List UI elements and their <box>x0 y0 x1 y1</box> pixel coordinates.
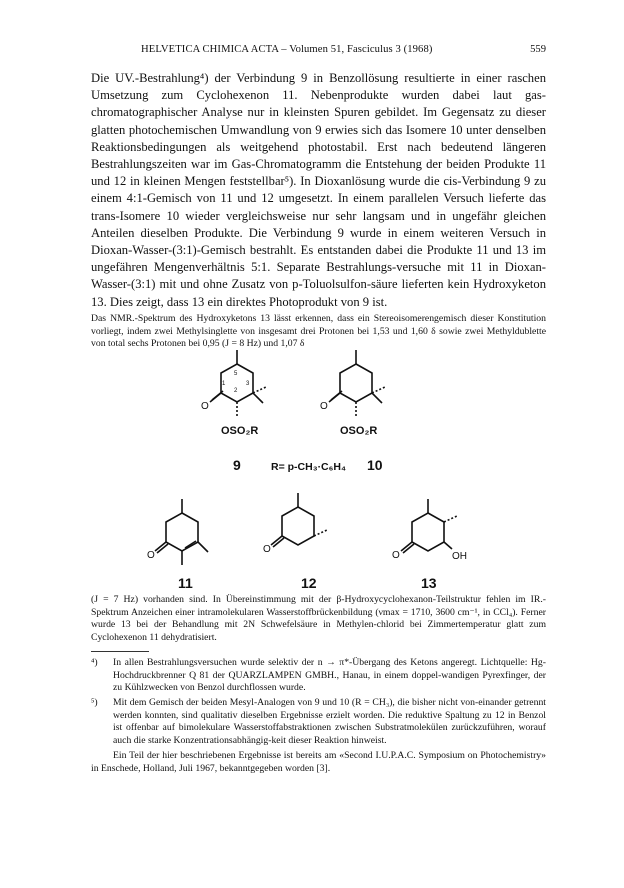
carbonyl-o-label: O <box>201 401 209 412</box>
carbonyl-o-label: O <box>147 550 155 561</box>
journal-title: HELVETICA CHIMICA ACTA – Volumen 51, Fasciculus 3 (1968) <box>141 44 433 55</box>
footnote-5 <box>91 697 546 747</box>
oso2r-label: OSO₂R <box>340 425 378 437</box>
ring-number-1: 1 <box>222 381 226 387</box>
body-paragraph-2: Das NMR.-Spektrum des Hydroxyketons 13 lässt erkennen, dass ein Stereoisomerengemisch dieser Konstitution vorliegt, indem zwei Methylsinglette von insgesamt drei Protonen bei 1,53 und 1,60 δ sowie zwei Methyldublette von total sechs Protonen bei 0,95 (J = 8 Hz) und 1,07 δ <box>91 313 546 350</box>
footnote-number: ⁴) <box>91 657 98 668</box>
compound-label-12: 12 <box>301 575 317 591</box>
body-paragraph-1: Die UV.-Bestrahlung⁴) der Verbindung 9 in Benzollösung resultierte in einer raschen Umsetzung zum Cyclohexenon 11. Nebenprodukte wurden dabei laut gas-chromatographischer Analyse nur in kleinsten Spuren gebildet. Im Gegensatz zu dieser glatten photochemischen Umwandlung von 9 erwies sich das Isomere 10 unter denselben Reaktionsbedingungen als weitgehend photostabil. Erst nach bedeutend längeren Bestrahlungszeiten war im Gas-Chromatogramm die Entstehung der beiden Produkte 11 und 12 in kleinen Mengen feststellbar⁵). In Dioxanlösung wurde die cis-Verbindung 9 zu einem 4:1-Gemisch von 11 und 12 umgesetzt. In einem parallelen Versuch lieferte das trans-Isomere 10 wieder vergleichsweise nur sehr langsam und in ungefähr gleichen Anteilen dieselben Produkte. Die Verbindung 9 wurde in einem weiteren Versuch in Dioxan-Wasser-(3:1)-Gemisch bestrahlt. Es entstanden dabei die Produkte 11 und 13 im ungefähren Mengenverhältnis 5:1. Separate Bestrahlungs-versuche mit 11 in Dioxan-Wasser-(3:1) mit und ohne Zusatz von p-Toluolsulfon-säure lieferten kein Hydroxyketon 13. Dies zeigt, dass 13 ein direktes Photoprodukt von 9 ist. <box>91 71 546 309</box>
compound-label-9: 9 <box>233 457 241 473</box>
structure-13 <box>392 499 467 562</box>
ring-number-5: 5 <box>234 371 238 377</box>
oso2r-label: OSO₂R <box>221 425 259 437</box>
ring-number-2: 2 <box>234 388 238 394</box>
footnote-text: Mit dem Gemisch der beiden Mesyl-Analogen von 9 und 10 (R = CH₃), die bisher nicht von-einander getrennt werden konnten, sind qualitativ dieselben Ergebnisse erzielt worden. Die reduktive Spaltung zu 12 in Benzol ist offenbar auf bimolekulare Wasserstoffabstraktionen zwischen Substratmolekülen zurückzuführen, worauf auch die starke Konzentrationsabhängig-keit dieser Reaktion hinweist. <box>113 697 546 746</box>
compound-label-10: 10 <box>367 457 383 473</box>
structure-12 <box>263 493 327 555</box>
structure-9 <box>201 350 266 437</box>
compound-label-11: 11 <box>178 575 193 591</box>
footnote-divider <box>91 651 149 652</box>
page-number: 559 <box>530 44 546 55</box>
ring-number-3: 3 <box>246 381 250 387</box>
carbonyl-o-label: O <box>320 401 328 412</box>
compound-label-13: 13 <box>421 575 437 591</box>
footnote-number: ⁵) <box>91 697 98 708</box>
structure-10 <box>320 350 385 437</box>
footnote-text: In allen Bestrahlungsversuchen wurde selektiv der n → π*-Übergang des Ketons angeregt. Lichtquelle: Hg-Hochdruckbrenner Q 81 der QUARZLAMPEN GMBH., Hanau, in einem doppel-wandigen Pyrexfinger, der zu Kühlzwecken von Benzol durchflossen wurde. <box>113 657 546 694</box>
body-paragraph-3: (J = 7 Hz) vorhanden sind. In Übereinstimmung mit der β-Hydroxycyclohexanon-Teilstruktur fehlen im IR.-Spektrum Anzeichen einer intramolekularen Wasserstoffbrückenbildung (νmax = 1710, 3600 cm⁻¹, in CCl₄). Ferner wurde 13 bei der Behandlung mit 2N Schwefelsäure in Methylen-chlorid bei Zimmertemperatur glatt zum Cyclohexenon 11 dehydratisiert. <box>91 594 546 643</box>
closing-note: Ein Teil der hier beschriebenen Ergebnisse ist bereits am «Second I.U.P.A.C. Symposium on Photochemistry» in Enschede, Holland, Juli 1967, bekanntgegeben worden [3]. <box>91 750 546 774</box>
hydroxyl-label: OH <box>452 551 467 562</box>
structure-11 <box>147 499 208 565</box>
carbonyl-o-label: O <box>263 544 271 555</box>
r-definition: R= p-CH₃·C₆H₄ <box>271 461 346 473</box>
footnote-4 <box>91 657 546 695</box>
carbonyl-o-label: O <box>392 550 400 561</box>
